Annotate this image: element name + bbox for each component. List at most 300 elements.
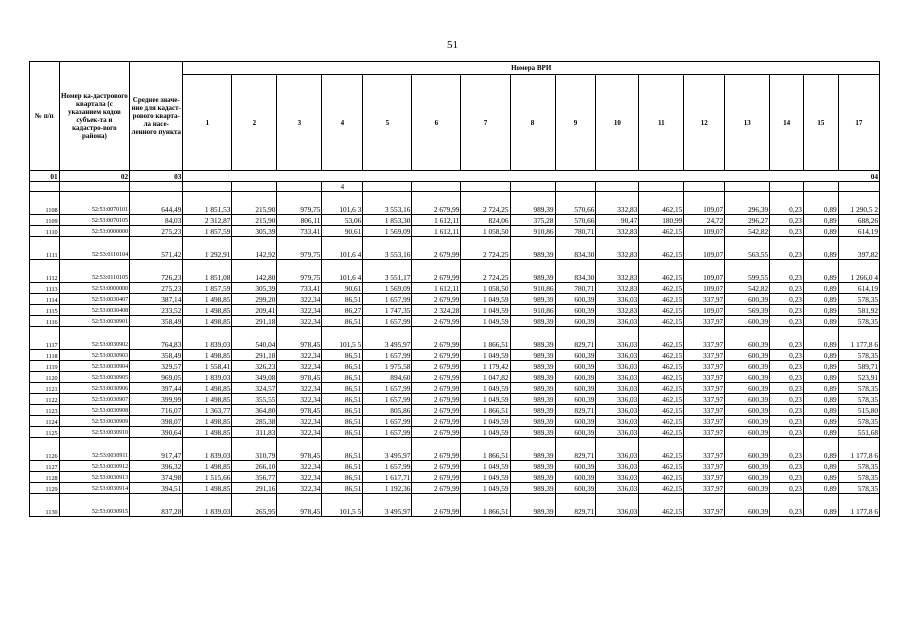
- value-cell: 1 657,99: [363, 461, 412, 472]
- value-cell: 614,19: [838, 226, 879, 237]
- value-cell: [277, 182, 322, 192]
- value-cell: 397,82: [838, 237, 879, 260]
- value-cell: 0,89: [803, 483, 838, 494]
- value-cell: [725, 182, 770, 192]
- value-cell: 979,75: [277, 260, 322, 283]
- value-cell: 0,89: [803, 237, 838, 260]
- header-number: № п/п: [30, 62, 60, 171]
- value-cell: 600,39: [555, 472, 596, 483]
- value-cell: 2 324,28: [412, 305, 461, 316]
- header-vri-8: 8: [510, 75, 555, 171]
- header-vri-group: Номера ВРИ: [183, 62, 880, 75]
- value-cell: 462,15: [639, 416, 684, 427]
- value-cell: 1 853,30: [363, 215, 412, 226]
- value-cell: 1 498,85: [183, 461, 232, 472]
- value-cell: 0,23: [770, 283, 804, 294]
- value-cell: 0,89: [803, 294, 838, 305]
- value-cell: 1 266,0 4: [838, 260, 879, 283]
- value-cell: 894,60: [363, 372, 412, 383]
- value-cell: 989,39: [510, 260, 555, 283]
- value-cell: 322,34: [277, 350, 322, 361]
- value-cell: 24,72: [684, 215, 725, 226]
- value-cell: [412, 182, 461, 192]
- value-cell: 322,34: [277, 394, 322, 405]
- value-cell: 0,23: [770, 438, 804, 461]
- value-cell: 599,55: [725, 260, 770, 283]
- value-cell: 834,30: [555, 260, 596, 283]
- value-cell: 2 679,99: [412, 361, 461, 372]
- value-cell: 989,39: [510, 438, 555, 461]
- value-cell: 1 363,77: [183, 405, 232, 416]
- value-cell: 0,23: [770, 226, 804, 237]
- value-cell: 1 498,85: [183, 294, 232, 305]
- value-cell: 1 612,11: [412, 215, 461, 226]
- value-cell: 1 866,51: [461, 438, 510, 461]
- value-cell: 86,51: [322, 394, 363, 405]
- value-cell: 0,23: [770, 361, 804, 372]
- value-cell: 86,51: [322, 405, 363, 416]
- value-cell: 989,39: [510, 427, 555, 438]
- value-cell: 462,15: [639, 350, 684, 361]
- value-cell: 0,89: [803, 394, 838, 405]
- value-cell: 3 553,16: [363, 192, 412, 215]
- row-number: 1114: [30, 294, 60, 305]
- value-cell: 462,15: [639, 327, 684, 350]
- value-cell: 600,39: [725, 416, 770, 427]
- value-cell: 275,23: [130, 283, 183, 294]
- value-cell: 0,89: [803, 226, 838, 237]
- value-cell: 1 049,59: [461, 316, 510, 327]
- value-cell: 0,23: [770, 405, 804, 416]
- value-cell: 336,03: [596, 494, 639, 517]
- value-cell: 600,39: [725, 327, 770, 350]
- value-cell: 2 679,99: [412, 472, 461, 483]
- row-number: 1121: [30, 383, 60, 394]
- value-cell: 322,34: [277, 461, 322, 472]
- value-cell: 0,23: [770, 383, 804, 394]
- value-cell: 0,89: [803, 405, 838, 416]
- value-cell: 337,97: [684, 394, 725, 405]
- value-cell: 829,71: [555, 405, 596, 416]
- value-cell: 2 679,99: [412, 192, 461, 215]
- value-cell: 291,18: [232, 316, 277, 327]
- value-cell: 374,98: [130, 472, 183, 483]
- value-cell: 336,03: [596, 461, 639, 472]
- value-cell: 322,34: [277, 427, 322, 438]
- code-cell: 02: [59, 171, 130, 182]
- value-cell: 989,39: [510, 294, 555, 305]
- value-cell: 322,34: [277, 416, 322, 427]
- value-cell: 600,39: [725, 316, 770, 327]
- value-cell: 989,39: [510, 494, 555, 517]
- row-number: 1119: [30, 361, 60, 372]
- value-cell: 215,90: [232, 215, 277, 226]
- value-cell: 462,15: [639, 494, 684, 517]
- value-cell: 0,89: [803, 472, 838, 483]
- header-vri-1: 1: [183, 75, 232, 171]
- value-cell: 305,39: [232, 226, 277, 237]
- cadastral-number: [59, 182, 130, 192]
- value-cell: 1 049,59: [461, 461, 510, 472]
- value-cell: 837,28: [130, 494, 183, 517]
- value-cell: 86,51: [322, 316, 363, 327]
- value-cell: 542,82: [725, 226, 770, 237]
- value-cell: 364,80: [232, 405, 277, 416]
- value-cell: 716,07: [130, 405, 183, 416]
- value-cell: 978,45: [277, 494, 322, 517]
- table-row: [30, 226, 880, 237]
- value-cell: 1 612,11: [412, 283, 461, 294]
- value-cell: 600,39: [725, 294, 770, 305]
- table-row: [30, 361, 880, 372]
- value-cell: 109,07: [684, 260, 725, 283]
- value-cell: 1 498,85: [183, 350, 232, 361]
- value-cell: 644,49: [130, 192, 183, 215]
- value-cell: 1 177,8 6: [838, 494, 879, 517]
- value-cell: 600,39: [725, 383, 770, 394]
- value-cell: 726,23: [130, 260, 183, 283]
- value-cell: 462,15: [639, 405, 684, 416]
- value-cell: 0,23: [770, 237, 804, 260]
- table-row: [30, 472, 880, 483]
- value-cell: 2 724,25: [461, 237, 510, 260]
- header-vri-2: 2: [232, 75, 277, 171]
- table-row: [30, 305, 880, 316]
- value-cell: 337,97: [684, 494, 725, 517]
- cadastral-number: 52:53:0030913: [59, 472, 130, 483]
- value-cell: 394,51: [130, 483, 183, 494]
- value-cell: 989,39: [510, 372, 555, 383]
- value-cell: 337,97: [684, 461, 725, 472]
- value-cell: 0,89: [803, 383, 838, 394]
- table-row: [30, 316, 880, 327]
- value-cell: 0,23: [770, 461, 804, 472]
- value-cell: 337,97: [684, 294, 725, 305]
- table-row: [30, 416, 880, 427]
- value-cell: 0,89: [803, 361, 838, 372]
- value-cell: 86,51: [322, 483, 363, 494]
- value-cell: 86,51: [322, 472, 363, 483]
- value-cell: 600,39: [555, 394, 596, 405]
- value-cell: 109,07: [684, 305, 725, 316]
- value-cell: 978,45: [277, 438, 322, 461]
- value-cell: 337,97: [684, 438, 725, 461]
- value-cell: 917,47: [130, 438, 183, 461]
- value-cell: 0,89: [803, 260, 838, 283]
- value-cell: 322,34: [277, 472, 322, 483]
- value-cell: 142,80: [232, 260, 277, 283]
- value-cell: 86,51: [322, 361, 363, 372]
- table-row: [30, 405, 880, 416]
- value-cell: 265,95: [232, 494, 277, 517]
- header-vri-7: 7: [461, 75, 510, 171]
- value-cell: 0,23: [770, 316, 804, 327]
- value-cell: 989,39: [510, 350, 555, 361]
- value-cell: 0,23: [770, 483, 804, 494]
- value-cell: 1 515,66: [183, 472, 232, 483]
- cadastral-number: 52:53:0070105: [59, 215, 130, 226]
- value-cell: 1 851,08: [183, 260, 232, 283]
- value-cell: 462,15: [639, 372, 684, 383]
- value-cell: 299,20: [232, 294, 277, 305]
- value-cell: 462,15: [639, 438, 684, 461]
- value-cell: 523,91: [838, 372, 879, 383]
- value-cell: [803, 182, 838, 192]
- value-cell: 101,6 3: [322, 192, 363, 215]
- value-cell: 90,61: [322, 283, 363, 294]
- value-cell: 462,15: [639, 294, 684, 305]
- value-cell: 349,08: [232, 372, 277, 383]
- value-cell: 462,15: [639, 283, 684, 294]
- row-number: 1122: [30, 394, 60, 405]
- cadastral-number: 52:53:0030907: [59, 394, 130, 405]
- value-cell: 0,23: [770, 327, 804, 350]
- value-cell: 336,03: [596, 350, 639, 361]
- row-number: 1120: [30, 372, 60, 383]
- value-cell: 86,51: [322, 294, 363, 305]
- value-cell: 578,35: [838, 394, 879, 405]
- value-cell: 337,97: [684, 316, 725, 327]
- value-cell: 989,39: [510, 327, 555, 350]
- value-cell: 989,39: [510, 416, 555, 427]
- value-cell: 336,03: [596, 383, 639, 394]
- value-cell: 337,97: [684, 472, 725, 483]
- value-cell: 332,83: [596, 260, 639, 283]
- value-cell: 600,39: [725, 494, 770, 517]
- value-cell: 1 049,59: [461, 427, 510, 438]
- value-cell: 1 290,5 2: [838, 192, 879, 215]
- value-cell: 2 724,25: [461, 192, 510, 215]
- table-row: [30, 294, 880, 305]
- value-cell: 337,97: [684, 327, 725, 350]
- header-vri-17: 17: [838, 75, 879, 171]
- value-cell: 578,35: [838, 483, 879, 494]
- value-cell: 462,15: [639, 383, 684, 394]
- value-cell: 1 569,09: [363, 226, 412, 237]
- value-cell: 322,34: [277, 483, 322, 494]
- value-cell: 578,35: [838, 416, 879, 427]
- value-cell: 600,39: [725, 483, 770, 494]
- value-cell: 3 495,97: [363, 438, 412, 461]
- value-cell: 101,5 5: [322, 494, 363, 517]
- value-cell: 101,5 5: [322, 327, 363, 350]
- table-header: [30, 62, 880, 171]
- value-cell: 462,15: [639, 427, 684, 438]
- cadastral-number: 52:53:0030909: [59, 416, 130, 427]
- value-cell: 337,97: [684, 483, 725, 494]
- value-cell: 600,39: [725, 461, 770, 472]
- value-cell: 2 679,99: [412, 494, 461, 517]
- value-cell: 1 839,03: [183, 438, 232, 461]
- header-vri-15: 15: [803, 75, 838, 171]
- table-row: [30, 350, 880, 361]
- value-cell: 375,28: [510, 215, 555, 226]
- table-row: [30, 215, 880, 226]
- value-cell: 1 192,36: [363, 483, 412, 494]
- value-cell: 53,06: [322, 215, 363, 226]
- value-cell: 1 851,53: [183, 192, 232, 215]
- value-cell: 1 049,59: [461, 383, 510, 394]
- value-cell: 834,30: [555, 237, 596, 260]
- value-cell: 2 679,99: [412, 383, 461, 394]
- value-cell: 0,23: [770, 294, 804, 305]
- value-cell: 462,15: [639, 461, 684, 472]
- value-cell: 3 495,97: [363, 494, 412, 517]
- value-cell: 86,51: [322, 438, 363, 461]
- value-cell: 764,83: [130, 327, 183, 350]
- table-row: [30, 483, 880, 494]
- value-cell: 600,39: [555, 427, 596, 438]
- value-cell: 1 498,85: [183, 394, 232, 405]
- value-cell: [363, 182, 412, 192]
- code-cell: 01: [30, 171, 60, 182]
- value-cell: 310,79: [232, 438, 277, 461]
- value-cell: 4: [322, 182, 363, 192]
- code-cell: 04: [183, 171, 880, 182]
- value-cell: 1 857,59: [183, 283, 232, 294]
- value-cell: 324,57: [232, 383, 277, 394]
- value-cell: 1 866,51: [461, 327, 510, 350]
- table-row: [30, 283, 880, 294]
- cadastral-number: 52:53:0000000: [59, 226, 130, 237]
- row-number: 1113: [30, 283, 60, 294]
- cadastral-number: 52:53:0030905: [59, 372, 130, 383]
- value-cell: 86,51: [322, 350, 363, 361]
- value-cell: 336,03: [596, 472, 639, 483]
- value-cell: 600,39: [555, 350, 596, 361]
- value-cell: 571,42: [130, 237, 183, 260]
- value-cell: 336,03: [596, 405, 639, 416]
- value-cell: 614,19: [838, 283, 879, 294]
- value-cell: [770, 182, 804, 192]
- value-cell: 336,03: [596, 327, 639, 350]
- value-cell: 989,39: [510, 361, 555, 372]
- value-cell: 989,39: [510, 461, 555, 472]
- row-number: 1127: [30, 461, 60, 472]
- value-cell: 600,39: [725, 350, 770, 361]
- value-cell: 2 679,99: [412, 260, 461, 283]
- value-cell: 337,97: [684, 361, 725, 372]
- value-cell: 209,41: [232, 305, 277, 316]
- header-vri-11: 11: [639, 75, 684, 171]
- value-cell: 2 679,99: [412, 483, 461, 494]
- value-cell: 329,57: [130, 361, 183, 372]
- value-cell: 337,97: [684, 427, 725, 438]
- value-cell: 86,51: [322, 461, 363, 472]
- value-cell: 84,03: [130, 215, 183, 226]
- value-cell: 90,47: [596, 215, 639, 226]
- value-cell: 336,03: [596, 316, 639, 327]
- row-number: 1115: [30, 305, 60, 316]
- value-cell: 600,39: [725, 405, 770, 416]
- value-cell: 1 657,99: [363, 383, 412, 394]
- value-cell: 1 657,99: [363, 416, 412, 427]
- value-cell: 1 058,50: [461, 226, 510, 237]
- value-cell: 336,03: [596, 361, 639, 372]
- cadastral-number: 52:53:0030408: [59, 305, 130, 316]
- value-cell: 1 657,99: [363, 294, 412, 305]
- value-cell: 1 498,85: [183, 483, 232, 494]
- header-vri-3: 3: [277, 75, 322, 171]
- value-cell: 569,39: [725, 305, 770, 316]
- value-cell: 322,34: [277, 361, 322, 372]
- value-cell: 0,89: [803, 350, 838, 361]
- value-cell: [130, 182, 183, 192]
- value-cell: 3 553,16: [363, 237, 412, 260]
- value-cell: 1 617,71: [363, 472, 412, 483]
- value-cell: 989,39: [510, 383, 555, 394]
- value-cell: 462,15: [639, 316, 684, 327]
- value-cell: 1 857,59: [183, 226, 232, 237]
- value-cell: 600,39: [725, 361, 770, 372]
- cadastral-number: 52:53:0030914: [59, 483, 130, 494]
- cadastral-number: 52:53:0070101: [59, 192, 130, 215]
- row-number: 1108: [30, 192, 60, 215]
- value-cell: 1 498,85: [183, 383, 232, 394]
- value-cell: 109,07: [684, 283, 725, 294]
- value-cell: 989,39: [510, 192, 555, 215]
- value-cell: 1 049,59: [461, 483, 510, 494]
- value-cell: 1 049,59: [461, 350, 510, 361]
- value-cell: 2 679,99: [412, 294, 461, 305]
- value-cell: 1 049,59: [461, 305, 510, 316]
- value-cell: 3 551,17: [363, 260, 412, 283]
- value-cell: 462,15: [639, 226, 684, 237]
- value-cell: 829,71: [555, 494, 596, 517]
- value-cell: [232, 182, 277, 192]
- value-cell: 336,03: [596, 427, 639, 438]
- value-cell: 600,39: [555, 294, 596, 305]
- value-cell: 109,07: [684, 226, 725, 237]
- value-cell: 0,23: [770, 416, 804, 427]
- value-cell: 2 679,99: [412, 405, 461, 416]
- value-cell: 829,71: [555, 327, 596, 350]
- cadastral-number: 52:53:0030902: [59, 327, 130, 350]
- table-row: [30, 372, 880, 383]
- value-cell: 2 679,99: [412, 416, 461, 427]
- value-cell: 589,71: [838, 361, 879, 372]
- value-cell: 1 177,8 6: [838, 438, 879, 461]
- value-cell: 1 839,03: [183, 372, 232, 383]
- value-cell: 978,45: [277, 405, 322, 416]
- table-row: [30, 438, 880, 461]
- header-vri-9: 9: [555, 75, 596, 171]
- table-row: [30, 494, 880, 517]
- value-cell: 296,27: [725, 215, 770, 226]
- value-cell: 337,97: [684, 383, 725, 394]
- value-cell: 600,39: [725, 372, 770, 383]
- value-cell: 3 495,97: [363, 327, 412, 350]
- cadastral-number: 52:53:0030912: [59, 461, 130, 472]
- value-cell: 806,11: [277, 215, 322, 226]
- value-cell: 600,39: [725, 394, 770, 405]
- value-cell: 780,71: [555, 226, 596, 237]
- row-number: 1118: [30, 350, 60, 361]
- value-cell: 0,89: [803, 316, 838, 327]
- value-cell: 296,39: [725, 192, 770, 215]
- value-cell: 600,39: [725, 438, 770, 461]
- value-cell: 1 975,58: [363, 361, 412, 372]
- row-number: 1129: [30, 483, 60, 494]
- value-cell: 0,89: [803, 192, 838, 215]
- value-cell: 910,86: [510, 305, 555, 316]
- value-cell: 233,52: [130, 305, 183, 316]
- value-cell: 0,89: [803, 372, 838, 383]
- value-cell: 0,89: [803, 427, 838, 438]
- value-cell: 1 049,59: [461, 472, 510, 483]
- row-number: 1116: [30, 316, 60, 327]
- header-vri-6: 6: [412, 75, 461, 171]
